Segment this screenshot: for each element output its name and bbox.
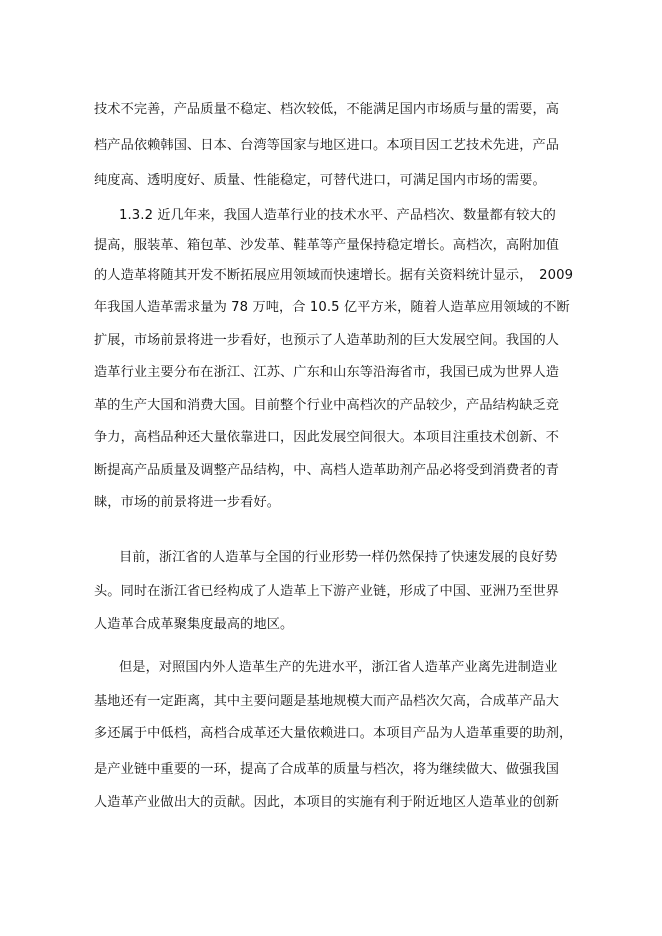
body-text-line: 是产业链中重要的一环，提高了合成革的质量与档次，将为继续做大、做强我国 bbox=[94, 762, 560, 777]
body-text-line: 年我国人造革需求量为 78 万吨，合 10.5 亿平方米，随着人造革应用领域的不断 bbox=[94, 300, 570, 315]
body-text-line: 多还属于中低档，高档合成革还大量依赖进口。本项目产品为人造革重要的助剂， bbox=[94, 726, 573, 741]
section-1-3-2-first-line: 1.3.2 近几年来，我国人造革行业的技术水平、产品档次、数量都有较大的 bbox=[119, 208, 556, 223]
body-text-line: 造革行业主要分布在浙江、江苏、广东和山东等沿海省市，我国已成为世界人造 bbox=[94, 365, 560, 380]
body-text-line: 扩展，市场前景将进一步看好，也预示了人造革助剂的巨大发展空间。我国的人 bbox=[94, 333, 560, 348]
body-text-line: 人造革合成革聚集度最高的地区。 bbox=[94, 617, 294, 632]
body-text-line: 的人造革将随其开发不断拓展应用领域而快速增长。据有关资料统计显示， 2009 bbox=[94, 268, 574, 283]
body-text-line: 技术不完善，产品质量不稳定、档次较低，不能满足国内市场质与量的需要，高 bbox=[94, 102, 560, 117]
paragraph-first-line: 目前，浙江省的人造革与全国的行业形势一样仍然保持了快速发展的良好势 bbox=[119, 550, 558, 565]
body-text-line: 人造革产业做出大的贡献。因此，本项目的实施有利于附近地区人造革业的创新 bbox=[94, 795, 560, 810]
body-text-line: 提高，服装革、箱包革、沙发革、鞋革等产量保持稳定增长。高档次，高附加值 bbox=[94, 238, 560, 253]
body-text-line: 革的生产大国和消费大国。目前整个行业中高档次的产品较少，产品结构缺乏竞 bbox=[94, 398, 560, 413]
body-text-line: 纯度高、透明度好、质量、性能稳定，可替代进口，可满足国内市场的需要。 bbox=[94, 173, 546, 188]
body-text-line: 争力，高档品种还大量依靠进口，因此发展空间很大。本项目注重技术创新、不 bbox=[94, 430, 560, 445]
body-text-line: 基地还有一定距离，其中主要问题是基地规模大而产品档次欠高，合成革产品大 bbox=[94, 694, 560, 709]
body-text-line: 档产品依赖韩国、日本、台湾等国家与地区进口。本项目因工艺技术先进，产品 bbox=[94, 138, 560, 153]
body-text-line: 头。同时在浙江省已经构成了人造革上下游产业链，形成了中国、亚洲乃至世界 bbox=[94, 584, 560, 599]
paragraph-first-line: 但是，对照国内外人造革生产的先进水平，浙江省人造革产业离先进制造业 bbox=[119, 660, 558, 675]
body-text-line: 断提高产品质量及调整产品结构，中、高档人造革助剂产品必将受到消费者的青 bbox=[94, 463, 560, 478]
body-text-line: 睐，市场的前景将进一步看好。 bbox=[94, 495, 281, 510]
